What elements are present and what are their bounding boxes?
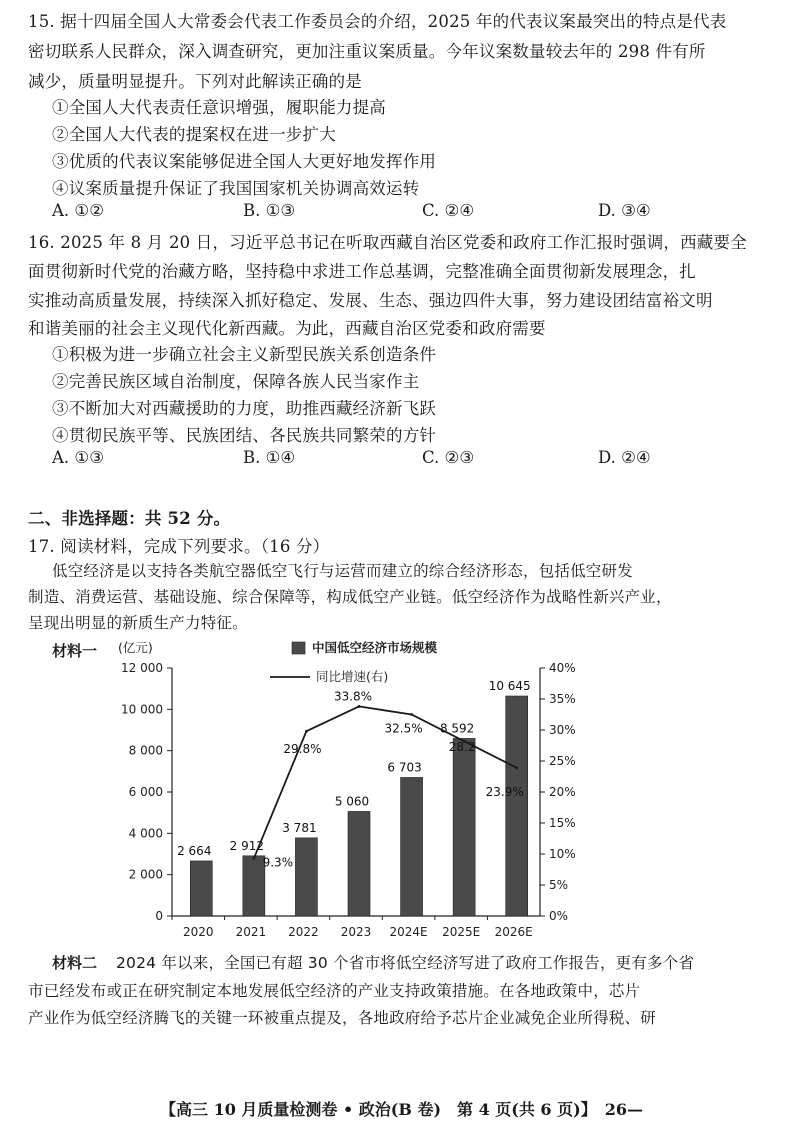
q16-stem-line-1: 16. 2025 年 8 月 20 日，习近平总书记在听取西藏自治区党委和政府工作汇报时强调，西藏要全 [28, 233, 747, 252]
q15-option-b: B. ①③ [243, 201, 296, 220]
q15-stem-line-2: 密切联系人民群众，深入调查研究，更加注重议案质量。今年议案数量较去年的 298 件有所 [28, 42, 706, 61]
x-tick-label: 2023 [340, 925, 372, 936]
q15-option-c: C. ②④ [422, 201, 475, 220]
q17-intro-line-2: 制造、消费运营、基础设施、综合保障等，构成低空产业链。低空经济作为战略性新兴产业， [28, 588, 672, 606]
q17-material2-line-3: 产业作为低空经济腾飞的关键一环被重点提及，各地政府给予芯片企业减免企业所得税、研 [28, 1009, 657, 1027]
legend-bar-label: 中国低空经济市场规模 [312, 640, 438, 655]
y-tick-label-left: 10 000 [121, 702, 163, 717]
market-size-chart [0, 636, 800, 936]
q16-item-2: ②完善民族区域自治制度，保障各族人民当家作主 [52, 372, 420, 391]
y-tick-label-left: 8 000 [128, 743, 163, 758]
y-tick-label-right: 15% [549, 816, 576, 830]
x-tick-label: 2024E [389, 925, 428, 936]
q15-stem-line-3: 减少，质量明显提升。下列对此解读正确的是 [28, 72, 362, 91]
bar-value-label: 6 703 [387, 760, 422, 775]
material-one-label: 材料一 [52, 642, 98, 660]
x-tick-label: 2020 [183, 925, 214, 936]
y-tick-label-left: 12 000 [121, 661, 163, 675]
x-tick-label: 2022 [288, 925, 319, 936]
q16-stem-line-4: 和谐美丽的社会主义现代化新西藏。为此，西藏自治区党委和政府需要 [28, 319, 546, 338]
q17-title: 17. 阅读材料，完成下列要求。（16 分） [28, 537, 330, 556]
bar-value-label: 8 592 [439, 721, 475, 736]
q16-option-b: B. ①④ [243, 448, 296, 467]
y-tick-label-right: 40% [549, 661, 576, 675]
q16-item-4: ④贯彻民族平等、民族团结、各民族共同繁荣的方针 [52, 426, 437, 445]
growth-rate-label: 29.8% [283, 742, 322, 757]
y-tick-label-right: 30% [549, 723, 576, 737]
bar [295, 838, 317, 916]
bar [401, 777, 423, 916]
y-tick-label-right: 35% [549, 692, 576, 706]
y-tick-label-right: 20% [549, 785, 576, 799]
bar-value-label: 5 060 [334, 794, 370, 809]
growth-rate-point [252, 857, 255, 860]
y-tick-label-right: 10% [549, 847, 576, 861]
bar-value-label: 3 781 [282, 820, 317, 835]
x-tick-label: 2026E [494, 925, 533, 936]
x-tick-label: 2021 [235, 925, 267, 936]
growth-rate-point [358, 705, 361, 708]
bar-value-label: 2 912 [229, 838, 265, 853]
y-tick-label-right: 5% [549, 878, 569, 892]
q15-item-2: ②全国人大代表的提案权在进一步扩大 [52, 125, 336, 144]
bar [506, 696, 528, 916]
section-title: 二、非选择题：共 52 分。 [28, 509, 231, 528]
q16-stem-line-3: 实推动高质量发展，持续深入抓好稳定、发展、生态、强边四件大事，努力建设团结富裕文明 [28, 291, 713, 310]
y-tick-label-left: 6 000 [128, 785, 163, 799]
bar [348, 811, 370, 916]
material-two-label: 材料二 [52, 954, 98, 972]
bar [243, 856, 265, 916]
growth-rate-point [515, 766, 518, 769]
legend-bar-swatch [292, 642, 305, 654]
y-tick-label-right: 0% [549, 909, 569, 923]
y-tick-label-left: 4 000 [128, 826, 163, 841]
q15-stem-line-1: 15. 据十四届全国人大常委会代表工作委员会的介绍，2025 年的代表议案最突出的特点是代表 [28, 12, 727, 31]
q17-intro-line-1: 低空经济是以支持各类航空器低空飞行与运营而建立的综合经济形态，包括低空研发 [52, 562, 633, 580]
page-footer: 【高三 10 月质量检测卷 • 政治(B 卷) 第 4 页(共 6 页)】 26— [160, 1100, 643, 1119]
x-tick-label: 2025E [442, 925, 481, 936]
q16-item-3: ③不断加大对西藏援助的力度，助推西藏经济新飞跃 [52, 399, 437, 418]
q15-item-3: ③优质的代表议案能够促进全国人大更好地发挥作用 [52, 152, 437, 171]
q15-option-d: D. ③④ [598, 201, 651, 220]
bar-value-label: 2 664 [177, 843, 212, 858]
y-axis-unit-label: (亿元) [118, 640, 153, 655]
q15-option-a: A. ①② [52, 201, 104, 220]
q16-option-d: D. ②④ [598, 448, 651, 467]
bar [453, 738, 475, 916]
growth-rate-point [305, 730, 308, 733]
y-tick-label-left: 0 [155, 909, 163, 923]
q16-option-c: C. ②③ [422, 448, 475, 467]
legend-line-label: 同比增速(右) [316, 669, 389, 684]
growth-rate-label: 23.9% [485, 784, 524, 799]
q17-material2-line-2: 市已经发布或正在研究制定本地发展低空经济的产业支持政策措施。在各地政策中，芯片 [28, 982, 641, 1000]
q17-intro-line-3: 呈现出明显的新质生产力特征。 [28, 614, 248, 632]
growth-rate-label: 33.8% [333, 689, 373, 704]
bar-value-label: 10 645 [488, 679, 531, 694]
growth-rate-label: 32.5% [384, 721, 423, 736]
q16-item-1: ①积极为进一步确立社会主义新型民族关系创造条件 [52, 345, 437, 364]
q17-material2-line-1: 2024 年以来，全国已有超 30 个省市将低空经济写进了政府工作报告，更有多个省 [116, 954, 695, 972]
y-tick-label-left: 2 000 [128, 867, 163, 882]
growth-rate-label: 28.2 [448, 740, 476, 755]
q16-stem-line-2: 面贯彻新时代党的治藏方略，坚持稳中求进工作总基调，完整准确全面贯彻新发展理念，扎 [28, 262, 696, 281]
growth-rate-label: 9.3% [262, 855, 294, 870]
bar [190, 861, 212, 916]
growth-rate-point [410, 713, 413, 716]
q15-item-4: ④议案质量提升保证了我国国家机关协调高效运转 [52, 179, 420, 198]
y-tick-label-right: 25% [549, 754, 576, 768]
q15-item-1: ①全国人大代表责任意识增强，履职能力提高 [52, 98, 386, 117]
q16-option-a: A. ①③ [52, 448, 104, 467]
